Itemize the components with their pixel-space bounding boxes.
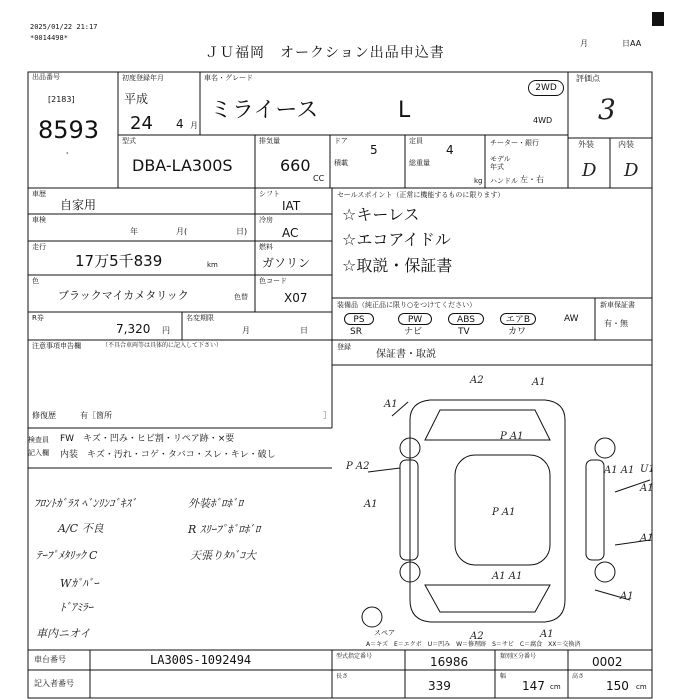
score-value: 3 [598,93,616,126]
sales-point-item: ☆取説・保証書 [342,256,453,275]
fuel-value: ガソリン [262,256,311,270]
color-label: 色 [32,277,39,285]
doors-label: ドア [334,137,348,145]
handwritten-note: A/C 不良 [58,522,104,535]
inspection-year-unit: 年 [130,227,138,236]
notes-label: 注意事項申告欄 [32,342,81,350]
color-value: ブラックマイカメタリック [58,289,189,302]
cheetah-label: チーター・銀行 [490,139,539,147]
name-change-label: 名変期限 [186,314,214,322]
lot-mark: ' [66,151,69,160]
chips-year-label: 年式 [490,163,504,171]
registration-month-unit: 月 [190,121,198,130]
diagram-label: A1 [384,399,398,410]
spare-label: スペア [374,629,395,637]
class-label: 類別区分番号 [500,653,537,660]
handwritten-note: 天張りﾀﾊﾞｺ大 [190,549,256,562]
diagram-legend: A＝キズ E＝エクボ U＝凹み W＝修理跡 S＝サビ C＝腐食 XX＝交換済 [366,641,581,648]
length-value: 339 [428,679,451,693]
usage-label: 車歴 [32,190,46,198]
width-label: 幅 [500,673,507,680]
color-code-label: 色コード [259,277,287,285]
displacement-value: 660 [280,156,311,175]
load-unit: kg [474,177,483,185]
repair-end: ］ [323,411,331,420]
mileage-unit: km [207,261,218,269]
displacement-label: 排気量 [259,137,280,145]
date-month: 月 [580,39,588,48]
inspection-day-unit: 日) [236,227,248,236]
id-label: 型式指定番号 [336,653,373,660]
diagram-label: A1 [364,499,378,510]
sales-points-label: セールスポイント（正常に機能するものに限ります） [337,191,505,199]
equip-pw: PW [398,313,432,325]
score-interior-label: 内装 [618,140,634,149]
name-change-day: 日 [300,326,308,335]
class-value: 0002 [592,655,623,669]
equip-ps: PS [344,313,374,325]
equipment-label: 装備品（純正品に限り○をつけてください） [337,301,477,309]
repair-label: 修復歴 [32,411,56,420]
inspection-month-unit: 月( [176,227,188,236]
registration-year: 24 [130,113,153,134]
name-change-month: 月 [242,326,250,335]
capacity-value: 4 [446,143,454,157]
width-unit: cm [550,683,561,691]
diagram-label: P A1 [500,431,524,442]
chassis-value: LA300S-1092494 [150,653,252,667]
repair-value: 有［箇所 [80,411,112,420]
equip-leather: カワ [508,327,527,337]
diagram-label: A1 [532,377,546,388]
equip-sr: SR [350,327,362,337]
sales-point-item: ☆エコアイドル [342,230,451,249]
handwritten-note: ﾃｰﾌﾟﾒﾀﾘｯｸ C [36,549,98,562]
fuel-label: 燃料 [259,243,273,251]
diagram-label: P A2 [346,461,370,472]
load-label: 積載 [334,159,348,167]
length-label: 長さ [336,673,349,680]
capacity-label: 定員 [409,137,423,145]
mileage-label: 走行 [32,243,46,251]
chips-model-label: モデル [490,155,511,163]
handwritten-note: 外装ﾎﾞﾛﾎﾞﾛ [188,497,243,510]
mileage-value: 17万5千839 [75,252,163,270]
car-name-label: 車名・グレード [204,74,253,82]
equip-navi: ナビ [404,327,423,337]
equip-aw: AW [564,314,579,324]
handle-value: 左・右 [520,175,544,184]
aircon-value: AC [282,226,299,240]
recycle-unit: 円 [162,326,170,335]
inspector-label: 検査員 [28,436,49,444]
handwritten-note: ﾌﾛﾝﾄｶﾞﾗｽ ﾍﾞﾝﾘﾝｺﾞｷｽﾞ [34,497,137,510]
diagram-label: A2 [470,375,484,386]
diagram-label: A1 A1 [492,571,523,582]
score-interior: D [624,160,639,181]
model-value: DBA-LA300S [132,156,233,175]
handwritten-note: R ｽﾘｰﾌﾟﾎﾞﾛﾎﾞﾛ [188,523,261,536]
new-car-value: 有・無 [604,319,628,328]
diagram-label: A1 [640,533,654,544]
equip-abs: ABS [448,313,484,325]
shift-value: IAT [282,199,301,213]
notes-sub: （不具合車両等は具体的に記入して下さい） [102,342,223,349]
inspector-exterior-items: FW キズ・凹み・ヒビ割・リペア跡・×要 [60,434,235,444]
page-title: ＪＵ福岡 オークション出品申込書 [205,45,445,61]
date-day: 日AA [622,39,642,48]
color-change-label: 色替 [234,293,248,301]
handwritten-note: ﾄﾞｱﾐﾗｰ [60,601,93,614]
score-exterior-label: 外装 [578,140,594,149]
lot-label: 出品番号 [32,73,60,81]
displacement-unit: CC [313,174,325,183]
height-value: 150 [606,679,629,693]
id-value: 16986 [430,655,469,669]
serial-barcode-text: *0014498* [30,34,68,42]
registration-label: 初度登録年月 [122,74,164,82]
diagram-label: A1 [640,483,654,494]
recycle-value: 7,320 [116,322,151,336]
car-name: ミライース [210,98,319,123]
record-label: 記入者番号 [34,679,74,688]
registration-month: 4 [176,117,184,131]
score-exterior: D [582,160,597,181]
score-label: 評価点 [576,74,600,83]
timestamp: 2025/01/22 21:17 [30,23,98,31]
model-label: 型式 [122,137,136,145]
color-code-value: X07 [284,291,308,305]
chassis-label: 車台番号 [34,655,66,664]
drive-2wd: 2WD [528,80,564,96]
car-grade: L [398,98,411,123]
diagram-label: A2 [470,631,484,642]
shift-label: シフト [259,190,280,198]
inspection-label: 車検 [32,216,46,224]
registration-era: 平成 [124,92,149,106]
height-label: 高さ [572,673,585,680]
inspector-label-2: 記入欄 [28,449,49,457]
equip-tv: TV [458,327,470,337]
sales-point-item: ☆キーレス [342,205,420,224]
recycle-label: R券 [32,314,44,322]
diagram-label: A1 [620,591,634,602]
registration-note-label: 登録 [337,343,351,351]
equip-airbag: エアB [500,313,536,325]
registration-note-value: 保証書・取説 [376,349,436,360]
handwritten-note: Wｶﾞﾊﾞｰ [60,577,99,590]
diagram-label: A1 A1 [604,465,635,476]
weight-label: 総重量 [409,159,430,167]
aircon-label: 冷房 [259,216,273,224]
lot-small-number: [2183] [48,95,75,104]
height-unit: cm [636,683,647,691]
diagram-label: U1 [640,464,655,475]
usage-value: 自家用 [60,198,97,212]
lot-number: 8593 [38,116,100,144]
drive-4wd: 4WD [533,116,553,125]
new-car-label: 新車保証書 [600,301,635,309]
doors-value: 5 [370,143,378,157]
handwritten-note: 車内ニオイ [36,627,91,640]
diagram-label: P A1 [492,507,516,518]
handle-label: ハンドル [490,177,518,185]
diagram-label: A1 [540,629,554,640]
inspector-interior-items: 内装 キズ・汚れ・コゲ・タバコ・スレ・キレ・破し [60,450,276,460]
width-value: 147 [522,679,545,693]
